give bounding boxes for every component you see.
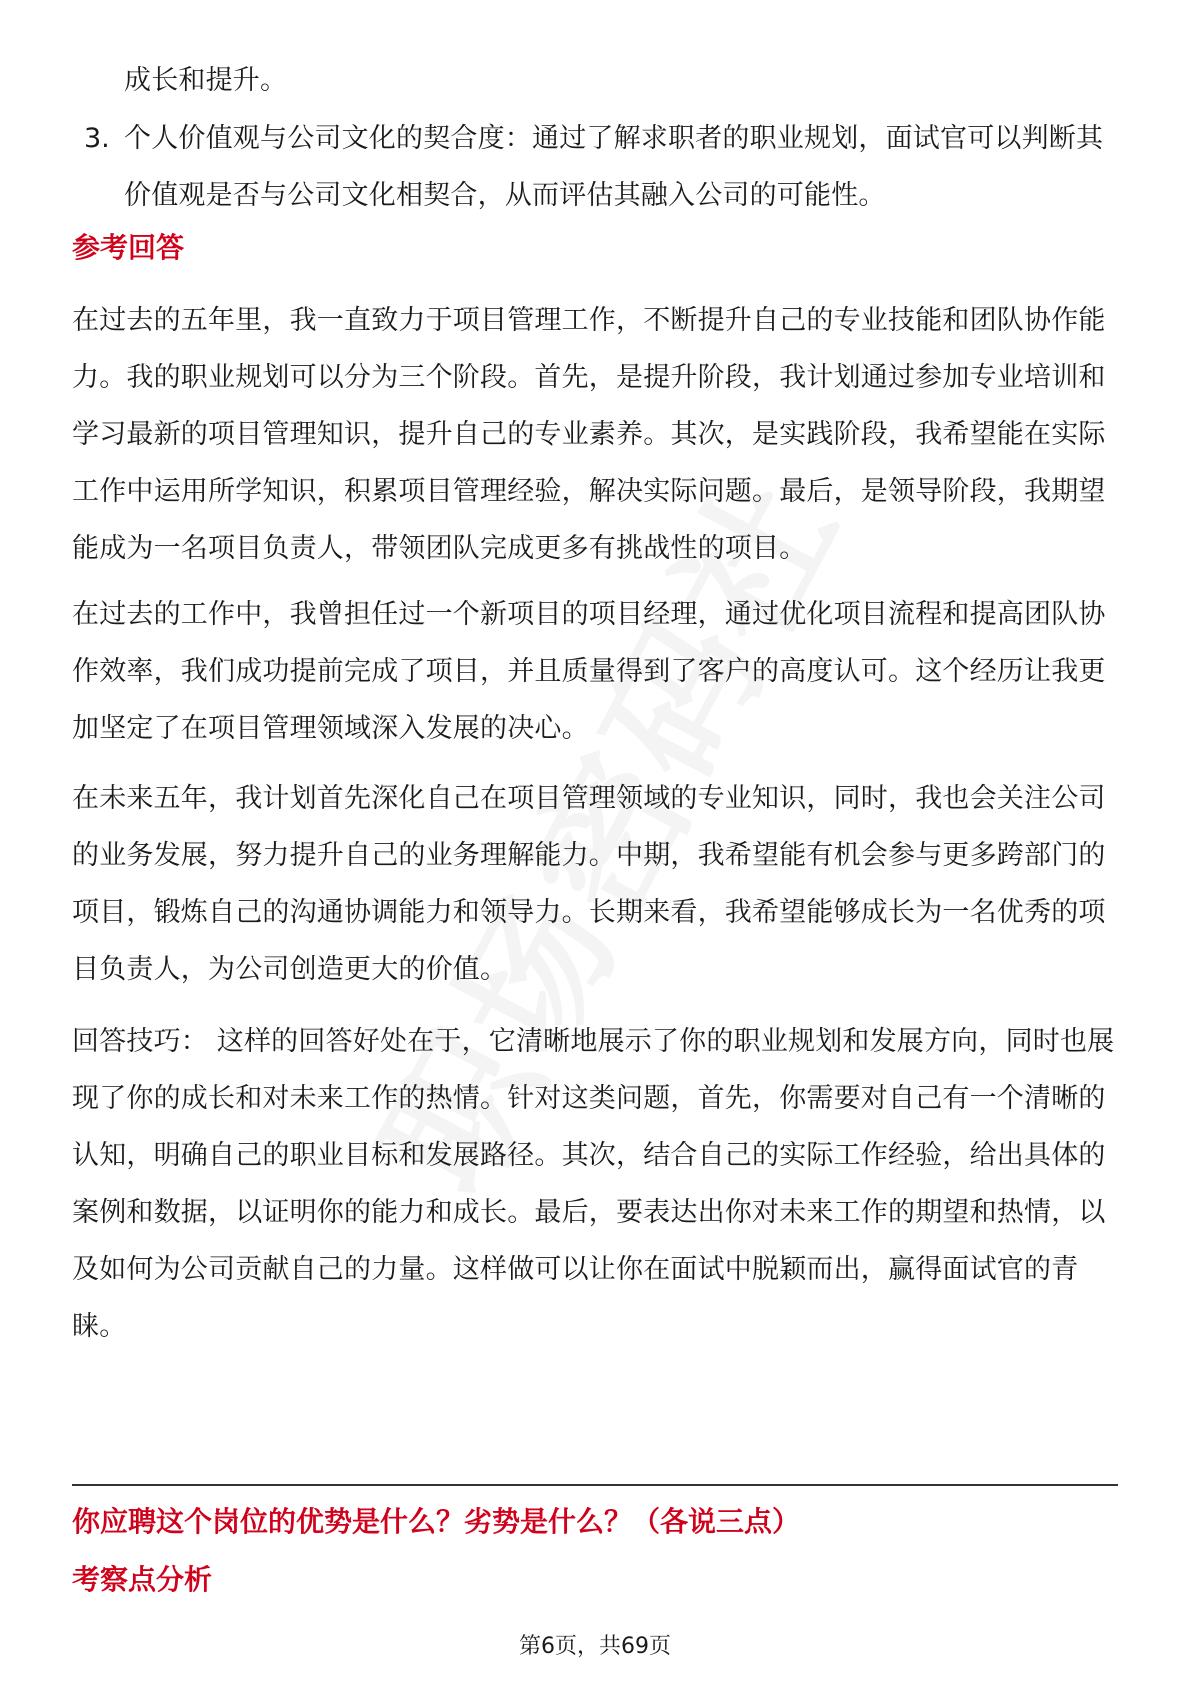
analysis-heading: 考察点分析: [72, 1563, 213, 1596]
section-divider: [72, 1484, 1118, 1486]
list-number: 3.: [84, 123, 110, 154]
question-heading: 你应聘这个岗位的优势是什么？劣势是什么？（各说三点）: [72, 1505, 801, 1538]
page-footer: 第6页，共69页: [519, 1634, 671, 1659]
continuation-text: 成长和提升。: [124, 65, 288, 96]
answer-paragraph-2: 在过去的工作中，我曾担任过一个新项目的项目经理，通过优化项目流程和提高团队协作效率，我们成功提前完成了项目，并且质量得到了客户的高度认可。这个经历让我更加坚定了在项目管理领域深入发展的决心。: [72, 599, 1106, 744]
answer-tips-paragraph: 回答技巧： 这样的回答好处在于，它清晰地展示了你的职业规划和发展方向，同时也展现了你的成长和对未来工作的热情。针对这类问题，首先，你需要对自己有一个清晰的认知，明确自己的职业目标和发展路径。其次，结合自己的实际工作经验，给出具体的案例和数据，以证明你的能力和成长。最后，要表达出你对未来工作的期望和热情，以及如何为公司贡献自己的力量。这样做可以让你在面试中脱颖而出，赢得面试官的青睐。: [72, 1026, 1115, 1342]
answer-paragraph-1: 在过去的五年里，我一直致力于项目管理工作，不断提升自己的专业技能和团队协作能力。我的职业规划可以分为三个阶段。首先，是提升阶段，我计划通过参加专业培训和学习最新的项目管理知识，提升自己的专业素养。其次，是实践阶段，我希望能在实际工作中运用所学知识，积累项目管理经验，解决实际问题。最后，是领导阶段，我期望能成为一名项目负责人，带领团队完成更多有挑战性的项目。: [72, 305, 1106, 564]
reference-answer-heading: 参考回答: [72, 231, 185, 264]
list-item: [84, 110, 1118, 224]
list-text: 个人价值观与公司文化的契合度：通过了解求职者的职业规划，面试官可以判断其价值观是否与公司文化相契合，从而评估其融入公司的可能性。: [124, 123, 1104, 211]
answer-paragraph-3: 在未来五年，我计划首先深化自己在项目管理领域的专业知识，同时，我也会关注公司的业务发展，努力提升自己的业务理解能力。中期，我希望能有机会参与更多跨部门的项目，锻炼自己的沟通协调能力和领导力。长期来看，我希望能够成长为一名优秀的项目负责人，为公司创造更大的价值。: [72, 783, 1106, 985]
